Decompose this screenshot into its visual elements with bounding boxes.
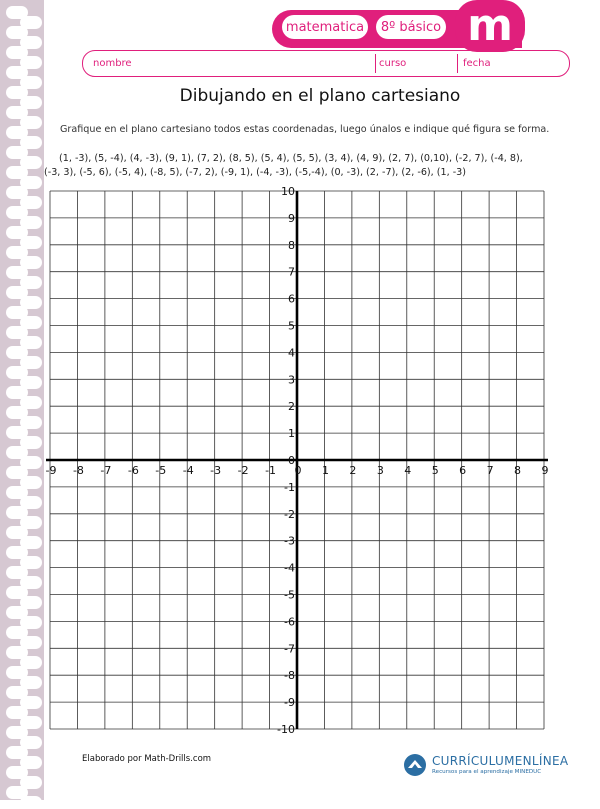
x-tick-label: -8 — [72, 464, 84, 477]
x-tick-label: 6 — [459, 464, 467, 477]
brand-name: CURRÍCULUMENLÍNEA — [432, 754, 569, 768]
y-tick-label: -6 — [284, 615, 295, 629]
coordinate-line-1: (1, -3), (5, -4), (4, -3), (9, 1), (7, 2), (8, 5), (5, 4), (5, 5), (3, 4), (4, 9), (2, 7), (0,10), (-2, 7), (-4, 8), — [59, 153, 523, 164]
y-tick-label: -5 — [284, 588, 295, 602]
y-tick-label: -1 — [284, 480, 295, 494]
coordinate-line-2: (-3, 3), (-5, 6), (-5, 4), (-8, 5), (-7, 2), (-9, 1), (-4, -3), (-5,-4), (0, -3), (2, -7), (2, -6), (1, -3) — [44, 167, 467, 178]
y-tick-label: -3 — [284, 534, 295, 548]
grade-label: 8º básico — [376, 15, 446, 39]
y-tick-label: 6 — [288, 292, 295, 306]
y-tick-label: -2 — [284, 507, 295, 521]
y-tick-label: 8 — [288, 238, 295, 252]
x-tick-label: 9 — [541, 464, 549, 477]
y-tick-label: 0 — [288, 454, 295, 467]
y-tick-label: 2 — [288, 400, 295, 414]
x-tick-label: -1 — [265, 464, 277, 477]
subject-label: matematica — [282, 15, 368, 39]
x-tick-label: 1 — [321, 464, 329, 477]
brand-tagline: Recursos para el aprendizaje MINEDUC — [432, 769, 542, 775]
x-tick-label: 4 — [404, 464, 412, 477]
credit-text: Elaborado por Math-Drills.com — [82, 754, 212, 764]
page-title: Dibujando en el plano cartesiano — [179, 86, 461, 106]
brand-logo — [404, 752, 594, 782]
brand-arrow-icon — [404, 754, 426, 776]
x-tick-label: 3 — [376, 464, 384, 477]
x-tick-label: -2 — [237, 464, 249, 477]
x-tick-label: -7 — [100, 464, 112, 477]
logo-m: m — [455, 0, 525, 52]
y-tick-label: 9 — [288, 211, 295, 225]
x-tick-label: 7 — [486, 464, 494, 477]
y-tick-label: 1 — [288, 427, 295, 441]
x-tick-label: -3 — [210, 464, 222, 477]
x-tick-label: -9 — [45, 464, 57, 477]
x-tick-label: 2 — [349, 464, 357, 477]
y-tick-label: 3 — [288, 373, 295, 387]
date-field-label: fecha — [463, 58, 491, 69]
y-tick-label: -9 — [284, 696, 295, 710]
x-tick-label: 5 — [431, 464, 439, 477]
name-field-label: nombre — [93, 58, 132, 69]
x-tick-label: -4 — [182, 464, 194, 477]
x-tick-label: 8 — [514, 464, 522, 477]
y-tick-label: 5 — [288, 319, 295, 333]
x-tick-label: 0 — [294, 464, 302, 477]
x-tick-label: -5 — [155, 464, 167, 477]
x-tick-label: -6 — [127, 464, 139, 477]
y-tick-label: 7 — [288, 265, 295, 279]
y-tick-label: -7 — [284, 642, 295, 656]
y-tick-label: 4 — [288, 346, 295, 360]
y-tick-label: 10 — [281, 185, 295, 198]
course-field-label: curso — [379, 58, 407, 69]
y-tick-label: -4 — [284, 561, 295, 575]
instructions: Grafique en el plano cartesiano todos estas coordenadas, luego únalos e indique qué figura se forma. — [60, 124, 550, 135]
y-tick-label: -10 — [277, 723, 295, 736]
y-tick-label: -8 — [284, 669, 295, 683]
